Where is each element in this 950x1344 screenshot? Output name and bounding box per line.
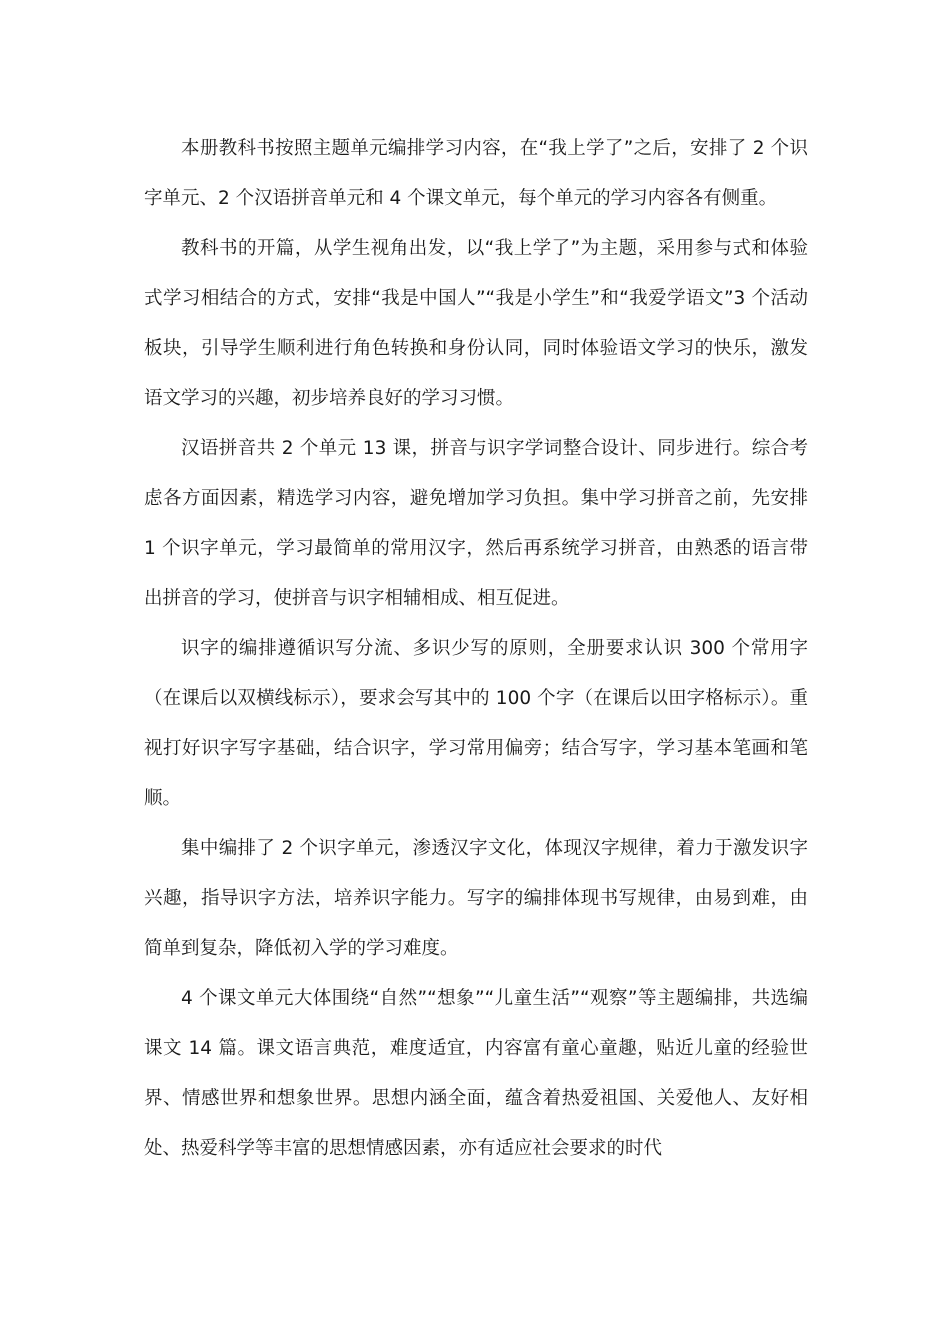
paragraph-literacy-units: 集中编排了 2 个识字单元，渗透汉字文化，体现汉字规律，着力于激发识字兴趣，指导识字方法，培养识字能力。写字的编排体现书写规律，由易到难，由简单到复杂，降低初入学的学习难度。	[144, 838, 808, 959]
paragraph-pinyin: 汉语拼音共 2 个单元 13 课，拼音与识字学词整合设计、同步进行。综合考虑各方面因素，精选学习内容，避免增加学习负担。集中学习拼音之前，先安排 1 个识字单元，学习最简单的常用汉字，然后再系统学习拼音，由熟悉的语言带出拼音的学习，使拼音与识字相辅相成、相互促进。	[144, 438, 808, 609]
paragraph-text-units: 4 个课文单元大体围绕“自然”“想象”“儿童生活”“观察”等主题编排，共选编课文 14 篇。课文语言典范，难度适宜，内容富有童心童趣，贴近儿童的经验世界、情感世界和想象世界。思想内涵全面，蕴含着热爱祖国、关爱他人、友好相处、热爱科学等丰富的思想情感因素，亦有适应社会要求的时代	[144, 988, 808, 1159]
paragraph-unit-overview: 本册教科书按照主题单元编排学习内容，在“我上学了”之后，安排了 2 个识字单元、2 个汉语拼音单元和 4 个课文单元，每个单元的学习内容各有侧重。	[144, 138, 808, 209]
paragraph-character-recognition: 识字的编排遵循识写分流、多识少写的原则，全册要求认识 300 个常用字（在课后以双横线标示），要求会写其中的 100 个字（在课后以田字格标示）。重视打好识字写字基础，结合识字，学习常用偏旁；结合写字，学习基本笔画和笔顺。	[144, 638, 808, 809]
document-body	[144, 124, 808, 1174]
paragraph-opening-section: 教科书的开篇，从学生视角出发，以“我上学了”为主题，采用参与式和体验式学习相结合的方式，安排“我是中国人”“我是小学生”和“我爱学语文”3 个活动板块，引导学生顺利进行角色转换和身份认同，同时体验语文学习的快乐，激发语文学习的兴趣，初步培养良好的学习习惯。	[144, 238, 808, 409]
